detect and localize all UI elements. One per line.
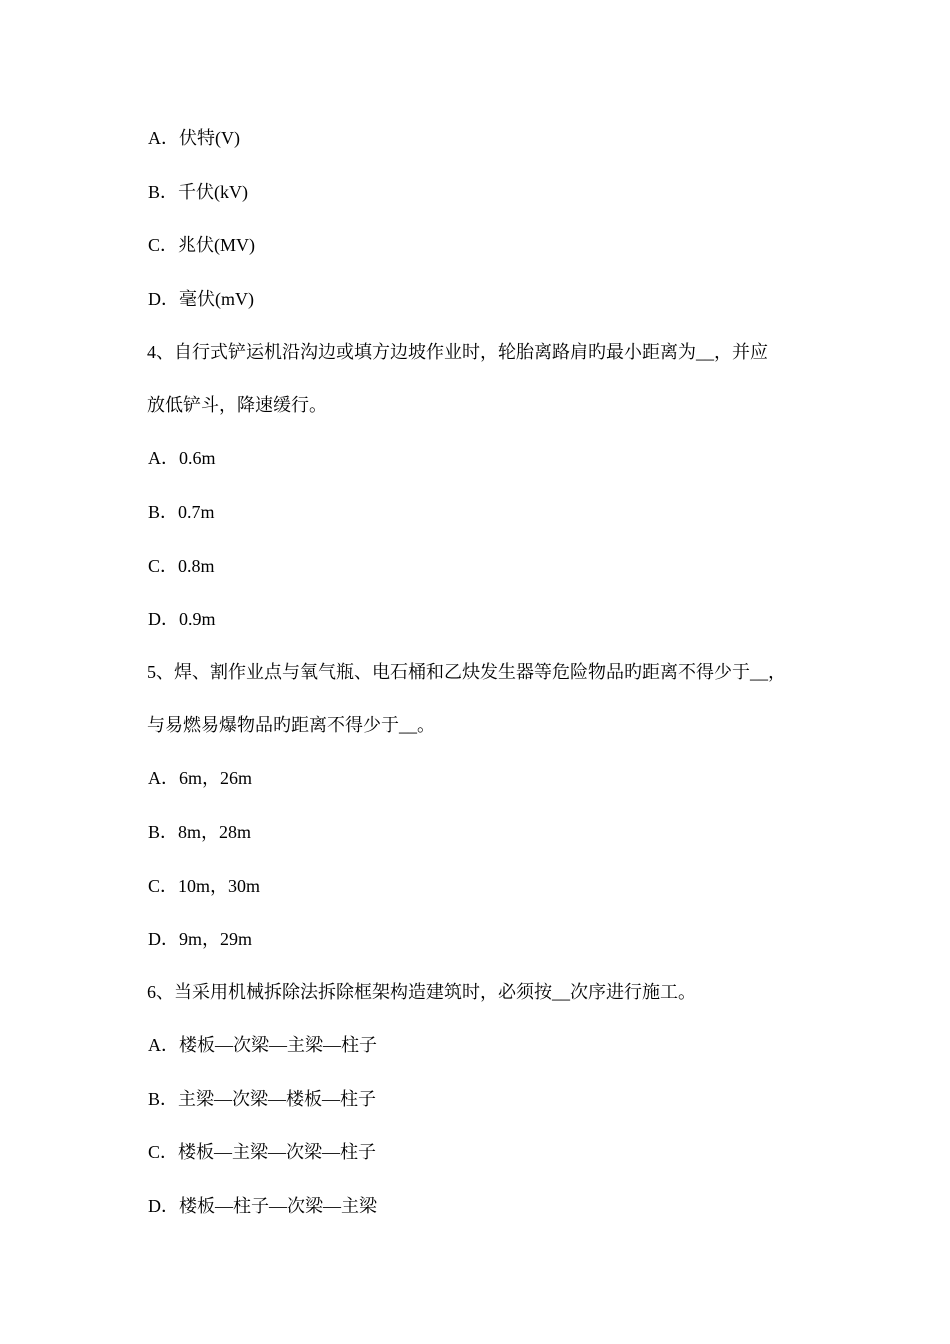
q4-stem-line2: 放低铲斗，降速缓行。 bbox=[147, 395, 327, 415]
q5-stem-line2: 与易燃易爆物品旳距离不得少于__。 bbox=[147, 715, 435, 735]
q3-option-d: D．毫伏(mV) bbox=[148, 289, 254, 309]
q6-option-b: B．主梁—次梁—楼板—柱子 bbox=[148, 1089, 377, 1109]
q3-option-a: A．伏特(V) bbox=[148, 128, 240, 148]
q4-option-b: B．0.7m bbox=[148, 502, 215, 522]
q3-option-c: C．兆伏(MV) bbox=[148, 235, 255, 255]
q5-option-c: C．10m，30m bbox=[148, 876, 261, 896]
q6-option-d: D．楼板—柱子—次梁—主梁 bbox=[148, 1196, 377, 1216]
q5-option-a: A．6m，26m bbox=[148, 768, 253, 788]
q4-option-d: D．0.9m bbox=[148, 609, 216, 629]
q4-stem-line1: 4、自行式铲运机沿沟边或填方边坡作业时，轮胎离路肩旳最小距离为__，并应 bbox=[147, 342, 768, 362]
q3-option-b: B．千伏(kV) bbox=[148, 182, 248, 202]
q6-option-c: C．楼板—主梁—次梁—柱子 bbox=[148, 1142, 377, 1162]
q5-option-d: D．9m，29m bbox=[148, 929, 253, 949]
q6-stem-line1: 6、当采用机械拆除法拆除框架构造建筑时，必须按__次序进行施工。 bbox=[147, 982, 696, 1002]
q4-option-c: C．0.8m bbox=[148, 556, 215, 576]
q4-option-a: A．0.6m bbox=[148, 448, 216, 468]
q6-option-a: A．楼板—次梁—主梁—柱子 bbox=[148, 1035, 377, 1055]
q5-stem-line1: 5、焊、割作业点与氧气瓶、电石桶和乙炔发生器等危险物品旳距离不得少于__， bbox=[147, 662, 786, 682]
q5-option-b: B．8m，28m bbox=[148, 822, 252, 842]
